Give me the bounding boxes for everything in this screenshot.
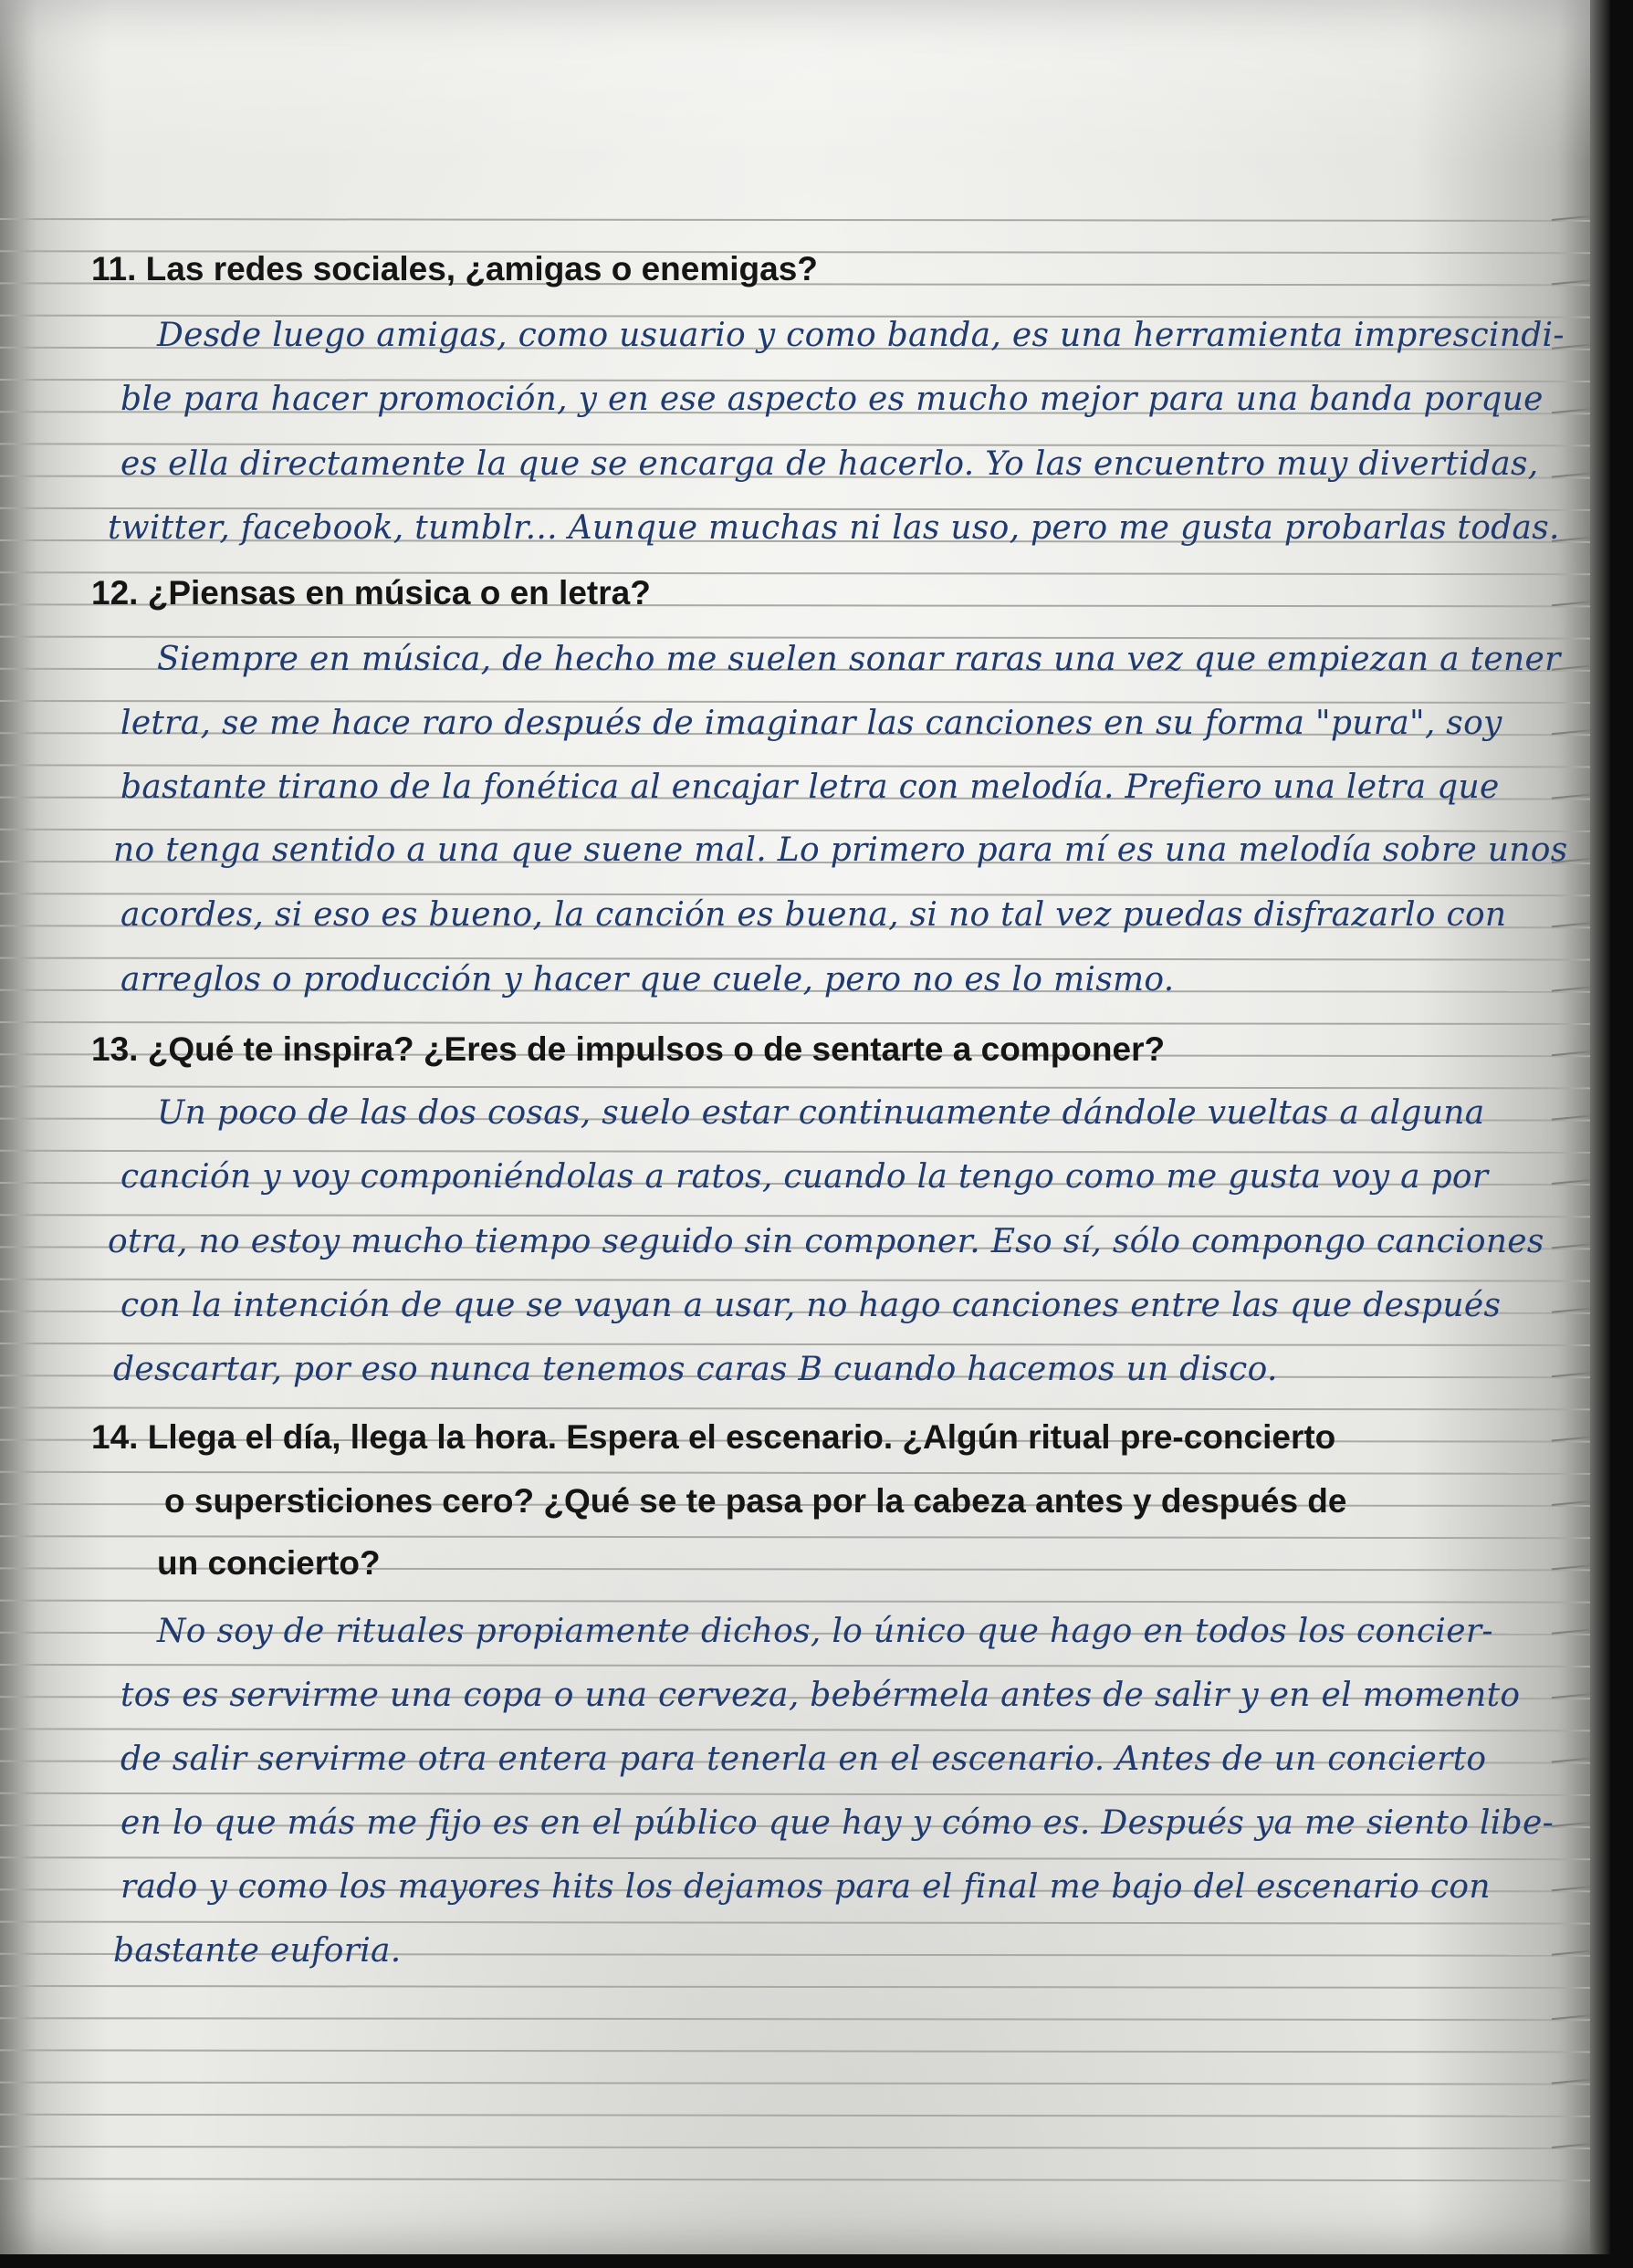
answer-11-line-4: twitter, facebook, tumblr... Aunque muchas ni las uso, pero me gusta probarlas todas. [108, 509, 1560, 547]
question-14-heading-line-1: 14. Llega el día, llega la hora. Espera el escenario. ¿Algún ritual pre-concierto [91, 1418, 1336, 1456]
answer-12-line-2: letra, se me hace raro después de imaginar las canciones en su forma "pura", soy [120, 705, 1502, 742]
question-11-heading: 11. Las redes sociales, ¿amigas o enemigas? [91, 250, 818, 287]
answer-12-line-4: no tenga sentido a una que suene mal. Lo primero para mí es una melodía sobre unos [113, 831, 1568, 869]
answer-11-line-1: Desde luego amigas, como usuario y como banda, es una herramienta imprescindi- [157, 317, 1565, 354]
answer-14-line-2: tos es servirme una copa o una cerveza, bebérmela antes de salir y en el momento [120, 1677, 1521, 1714]
answer-14-line-1: No soy de rituales propiamente dichos, lo único que hago en todos los concier- [157, 1613, 1493, 1650]
answer-13-line-4: con la intención de que se vayan a usar, no hago canciones entre las que después [120, 1287, 1502, 1324]
question-14-heading-line-2: o supersticiones cero? ¿Qué se te pasa por la cabeza antes y después de [164, 1482, 1347, 1520]
answer-12-line-5: acordes, si eso es bueno, la canción es buena, si no tal vez puedas disfrazarlo con [120, 896, 1507, 934]
answer-13-line-3: otra, no estoy mucho tiempo seguido sin componer. Eso sí, sólo compongo canciones [108, 1223, 1544, 1260]
answer-14-line-4: en lo que más me fijo es en el público que hay y cómo es. Después ya me siento libe- [120, 1804, 1554, 1842]
answer-12-line-3: bastante tirano de la fonética al encajar letra con melodía. Prefiero una letra que [120, 768, 1500, 806]
answer-12-line-6: arreglos o producción y hacer que cuele, pero no es lo mismo. [120, 961, 1175, 998]
answer-12-line-1: Siempre en música, de hecho me suelen sonar raras una vez que empiezan a tener [157, 641, 1561, 678]
answer-13-line-5: descartar, por eso nunca tenemos caras B cuando hacemos un disco. [113, 1351, 1278, 1388]
answer-11-line-3: es ella directamente la que se encarga de hacerlo. Yo las encuentro muy divertidas, [120, 445, 1539, 483]
question-13-heading: 13. ¿Qué te inspira? ¿Eres de impulsos o de sentarte a componer? [91, 1030, 1166, 1068]
answer-13-line-2: canción y voy componiéndolas a ratos, cuando la tengo como me gusta voy a por [120, 1158, 1489, 1196]
answer-14-line-3: de salir servirme otra entera para tenerla en el escenario. Antes de un concierto [120, 1740, 1487, 1778]
answer-14-line-6: bastante euforia. [113, 1932, 402, 1970]
answer-13-line-1: Un poco de las dos cosas, suelo estar continuamente dándole vueltas a alguna [157, 1094, 1485, 1132]
question-12-heading: 12. ¿Piensas en música o en letra? [91, 574, 651, 611]
answer-14-line-5: rado y como los mayores hits los dejamos para el final me bajo del escenario con [120, 1868, 1491, 1906]
answer-11-line-2: ble para hacer promoción, y en ese aspecto es mucho mejor para una banda porque [120, 381, 1544, 418]
question-14-heading-line-3: un concierto? [157, 1544, 381, 1582]
